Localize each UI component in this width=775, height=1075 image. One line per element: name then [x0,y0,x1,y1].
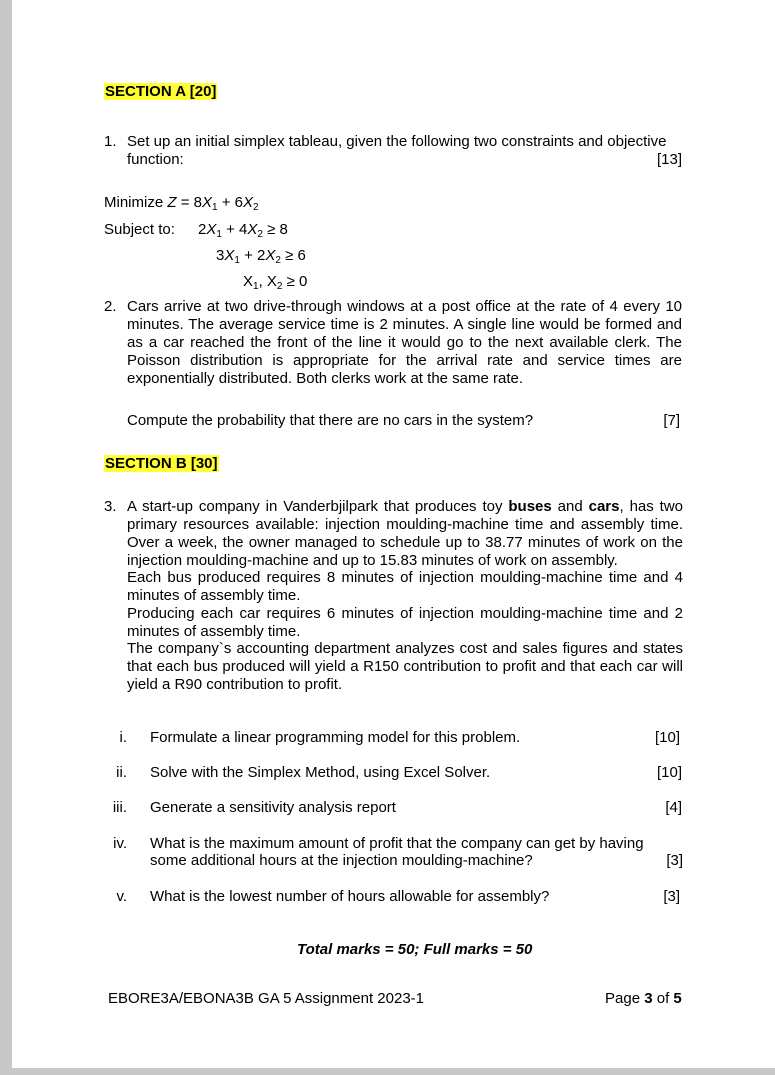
sub-iv-text-line1: What is the maximum amount of profit that the company can get by having [150,835,644,852]
sub-iv-text-line2: some additional hours at the injection moulding-machine? [150,852,533,869]
q2-text: Cars arrive at two drive-through windows at a post office at the rate of 4 every 10 minutes. The average service time is 2 minutes. A single line would be formed and as a car reached the front of the line it would go to the next available clerk. The Poisson distribution is appropriate for the arrival rate and service times are exponentially distributed. Both clerks work at the same rate. [127,298,682,387]
minimize-label: Minimize [104,194,164,211]
document-page [12,0,775,1068]
section-b-heading: SECTION B [30] [105,455,218,472]
q2-number: 2. [104,298,117,315]
sub-i-marks: [10] [654,729,680,746]
footer-page-number: Page 3 of 5 [605,990,682,1007]
sub-v-marks: [3] [663,888,680,905]
q3-para-bus: Each bus produced requires 8 minutes of injection moulding-machine time and 4 minutes of assembly time. [127,569,683,604]
subject-to-label: Subject to: [104,221,175,238]
q3-number: 3. [104,498,117,515]
section-a-heading: SECTION A [20] [105,83,217,100]
sub-i-text: Formulate a linear programming model for this problem. [150,729,521,746]
sub-v-label: v. [116,888,127,905]
sub-ii-marks: [10] [656,764,682,781]
sub-i-label: i. [119,729,127,746]
sub-v-text: What is the lowest number of hours allowable for assembly? [150,888,550,905]
constraint-1: $2X_1 + 4X_2 \ge 8$ [198,221,288,240]
footer-course-code: EBORE3A/EBONA3B GA 5 Assignment 2023-1 [108,990,424,1007]
q3-para-profit: The company`s accounting department analyzes cost and sales figures and states that each bus produced will yield a R150 contribution to profit and that each car will yield a R90 contribution to profit. [127,640,683,693]
sub-iv-marks: [3] [666,852,683,869]
sub-iii-text: Generate a sensitivity analysis report [150,799,396,816]
sub-iii-marks: [4] [665,799,682,816]
sub-ii-text: Solve with the Simplex Method, using Excel Solver. [150,764,491,781]
q1-number: 1. [104,133,117,150]
q3-para-car: Producing each car requires 6 minutes of injection moulding-machine time and 2 minutes of assembly time. [127,605,683,640]
objective-expression: $Z = 8X_1 + 6X_2$ [167,194,259,213]
objective-function [104,194,259,217]
total-marks: Total marks = 50; Full marks = 50 [297,941,533,958]
q1-marks: [13] [656,151,682,168]
sub-iii-label: iii. [112,799,127,816]
q3-intro: A start-up company in Vanderbjilpark that produces toy buses and cars, has two primary resources available: injection moulding-machine time and assembly time. Over a week, the owner managed to schedule up to 38.77 minutes of work on the injection moulding-machine and up to 15.83 minutes of work on assembly. [127,498,684,569]
q2-question: Compute the probability that there are no cars in the system? [127,412,534,429]
q1-text-line1: Set up an initial simplex tableau, given the following two constraints and objective [127,133,667,150]
sub-ii-label: ii. [116,764,127,781]
q1-text-line2: function: [127,151,184,168]
sub-iv-label: iv. [113,835,127,852]
constraint-2: $3X_1 + 2X_2 \ge 6$ [216,247,306,266]
q2-marks: [7] [663,412,680,429]
non-negativity: $X_1$, $X_2 \ge 0$ [243,273,308,292]
